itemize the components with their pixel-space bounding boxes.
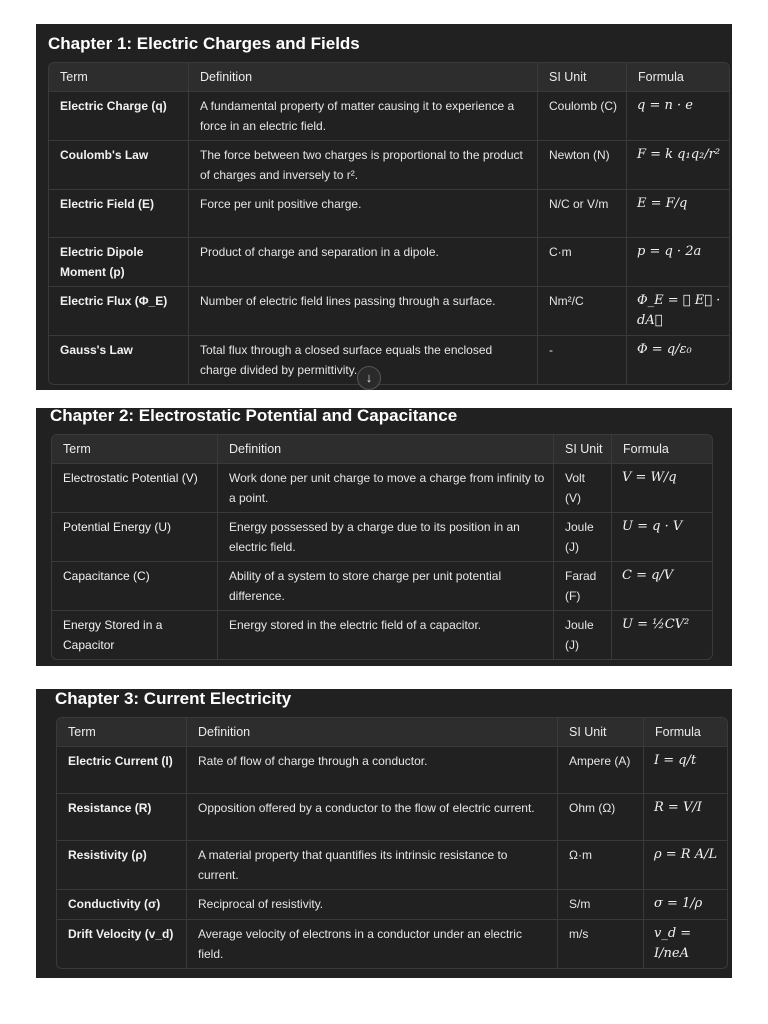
formula-cell: I = q/t [644, 747, 727, 794]
unit-cell: Ω·m [558, 841, 644, 890]
table-header-row [57, 718, 727, 747]
formula-cell: U = q · V [612, 513, 712, 562]
formula-cell: U = ½CV² [622, 617, 690, 632]
table-row [52, 562, 712, 611]
term-cell: Energy Stored in a Capacitor [52, 611, 218, 659]
formula-cell: q = n · e [627, 92, 729, 141]
formula-cell: σ = 1/ρ [644, 890, 727, 920]
formula-cell: v_d = I/neA [654, 926, 692, 961]
column-header-si-unit: SI Unit [538, 63, 627, 92]
definition-cell: Reciprocal of resistivity. [187, 890, 558, 920]
formula-cell: C = q/V [612, 562, 712, 611]
definition-cell: A material property that quantifies its intrinsic resistance to current. [187, 841, 558, 890]
formula-cell: Φ_E = ∮ E⃗ · dA⃗ [627, 287, 729, 336]
unit-cell: Ampere (A) [558, 747, 644, 794]
chapter-3-panel [36, 689, 732, 978]
chapter-2-table [51, 434, 713, 660]
chapter-2-title: Chapter 2: Electrostatic Potential and Capacitance [50, 406, 458, 425]
table-row [49, 190, 729, 238]
term-cell: Resistance (R) [57, 794, 187, 841]
table-header-row [52, 435, 712, 464]
table-row [57, 920, 727, 968]
chapter-2-panel [36, 408, 732, 666]
table-row [57, 747, 727, 794]
definition-cell: Work done per unit charge to move a charge from infinity to a point. [218, 464, 554, 513]
unit-cell: S/m [558, 890, 644, 920]
formula-cell: R = V/I [644, 794, 727, 841]
table-row [49, 287, 729, 336]
unit-cell: Joule (J) [554, 513, 612, 562]
column-header-definition: Definition [189, 63, 538, 92]
term-cell: Electric Flux (Φ_E) [49, 287, 189, 336]
unit-cell: m/s [558, 920, 644, 968]
table-row [57, 794, 727, 841]
table-row [57, 890, 727, 920]
unit-cell: Farad (F) [554, 562, 612, 611]
scroll-down-button[interactable] [357, 366, 381, 390]
formula-cell: p = q · 2a [627, 238, 729, 287]
unit-cell: C·m [538, 238, 627, 287]
formula-cell: V = W/q [612, 464, 712, 513]
definition-cell: Total flux through a closed surface equals the enclosed charge divided by permittivity. [189, 336, 538, 384]
column-header-term: Term [52, 435, 218, 464]
column-header-formula: Formula [627, 63, 729, 92]
column-header-formula: Formula [612, 435, 712, 464]
column-header-term: Term [57, 718, 187, 747]
unit-cell: Ohm (Ω) [558, 794, 644, 841]
formula-cell: ρ = R A/L [644, 841, 727, 890]
term-cell: Electric Field (E) [49, 190, 189, 238]
term-cell: Potential Energy (U) [52, 513, 218, 562]
definition-cell: Product of charge and separation in a dipole. [189, 238, 538, 287]
column-header-si-unit: SI Unit [558, 718, 644, 747]
formula-cell: E = F/q [627, 190, 729, 238]
definition-cell: Number of electric field lines passing through a surface. [189, 287, 538, 336]
unit-cell: - [538, 336, 627, 384]
table-row [52, 464, 712, 513]
term-cell: Electric Current (I) [57, 747, 187, 794]
definition-cell: A fundamental property of matter causing it to experience a force in an electric field. [189, 92, 538, 141]
term-cell: Capacitance (C) [52, 562, 218, 611]
table-header-row [49, 63, 729, 92]
arrow-down-icon: ↓ [365, 370, 373, 385]
formula-cell: F = k q₁q₂/r² [627, 141, 729, 190]
chapter-1-title: Chapter 1: Electric Charges and Fields [48, 34, 360, 53]
column-header-formula: Formula [644, 718, 727, 747]
unit-cell: N/C or V/m [538, 190, 627, 238]
term-cell: Coulomb's Law [49, 141, 189, 190]
chapter-1-table [48, 62, 730, 385]
unit-cell: Volt (V) [554, 464, 612, 513]
table-row [52, 611, 712, 659]
term-cell: Resistivity (ρ) [57, 841, 187, 890]
table-row [49, 238, 729, 287]
definition-cell: Average velocity of electrons in a conductor under an electric field. [187, 920, 558, 968]
chapter-1-panel [36, 24, 732, 390]
table-row [49, 336, 729, 384]
column-header-si-unit: SI Unit [554, 435, 612, 464]
term-cell: Gauss's Law [49, 336, 189, 384]
definition-cell: Ability of a system to store charge per unit potential difference. [218, 562, 554, 611]
definition-cell: Energy stored in the electric field of a capacitor. [218, 611, 554, 659]
column-header-term: Term [49, 63, 189, 92]
formula-cell: Φ = q/ε₀ [637, 342, 692, 357]
definition-cell: Force per unit positive charge. [189, 190, 538, 238]
term-cell: Electric Charge (q) [49, 92, 189, 141]
column-header-definition: Definition [218, 435, 554, 464]
column-header-definition: Definition [187, 718, 558, 747]
definition-cell: Energy possessed by a charge due to its position in an electric field. [218, 513, 554, 562]
unit-cell: Nm²/C [538, 287, 627, 336]
definition-cell: The force between two charges is proportional to the product of charges and inversely to r². [189, 141, 538, 190]
term-cell: Drift Velocity (v_d) [57, 920, 187, 968]
chapter-3-title: Chapter 3: Current Electricity [55, 689, 292, 708]
definition-cell: Rate of flow of charge through a conductor. [187, 747, 558, 794]
unit-cell: Newton (N) [538, 141, 627, 190]
term-cell: Electric Dipole Moment (p) [49, 238, 189, 287]
table-row [52, 513, 712, 562]
definition-cell: Opposition offered by a conductor to the flow of electric current. [187, 794, 558, 841]
table-row [49, 92, 729, 141]
unit-cell: Coulomb (C) [538, 92, 627, 141]
unit-cell: Joule (J) [554, 611, 612, 659]
table-row [49, 141, 729, 190]
chapter-3-table [56, 717, 728, 969]
term-cell: Conductivity (σ) [57, 890, 187, 920]
table-row [57, 841, 727, 890]
term-cell: Electrostatic Potential (V) [52, 464, 218, 513]
